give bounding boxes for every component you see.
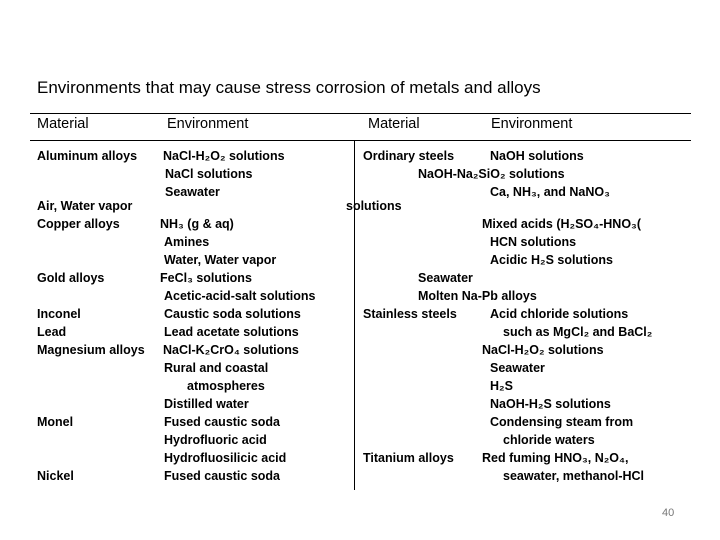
environment-cell: NaCl-K₂CrO₄ solutions	[163, 343, 299, 357]
environment-cell: NaOH-H₂S solutions	[490, 397, 611, 411]
material-cell: Magnesium alloys	[37, 343, 145, 357]
environment-cell: Seawater	[165, 185, 220, 199]
header-material-left: Material	[37, 116, 89, 132]
header-environment-left: Environment	[167, 116, 249, 132]
environment-cell: H₂S	[490, 379, 513, 393]
environment-cell: Lead acetate solutions	[164, 325, 299, 339]
environment-cell: NaCl-H₂O₂ solutions	[163, 149, 285, 163]
slide-title: Environments that may cause stress corrosion of metals and alloys	[37, 78, 541, 97]
header-bottom-rule	[30, 140, 691, 141]
page-number: 40	[662, 507, 675, 519]
environment-cell: Hydrofluoric acid	[164, 433, 267, 447]
environment-cell: Caustic soda solutions	[164, 307, 301, 321]
header-material-right: Material	[368, 116, 420, 132]
environment-cell: Hydrofluosilicic acid	[164, 451, 287, 465]
table-top-rule	[30, 113, 691, 114]
material-cell: Inconel	[37, 307, 81, 321]
environment-cell: NaOH-Na₂SiO₂ solutions	[418, 167, 565, 181]
material-cell: Air, Water vapor	[37, 199, 133, 213]
material-cell: Aluminum alloys	[37, 149, 138, 163]
material-cell: Monel	[37, 415, 74, 429]
material-cell: Copper alloys	[37, 217, 120, 231]
environment-cell: seawater, methanol-HCl	[503, 469, 645, 483]
material-cell: Gold alloys	[37, 271, 105, 285]
environment-cell: Fused caustic soda	[164, 415, 281, 429]
environment-cell: NaCl solutions	[165, 167, 253, 181]
environment-cell: Ca, NH₃, and NaNO₃	[490, 185, 610, 199]
environment-cell: Seawater	[490, 361, 545, 375]
environment-cell: Red fuming HNO₃, N₂O₄,	[482, 451, 629, 465]
environment-cell: Mixed acids (H₂SO₄-HNO₃(	[482, 217, 641, 231]
environment-cell: Rural and coastal	[164, 361, 269, 375]
environment-cell: HCN solutions	[490, 235, 577, 249]
environment-cell: NaCl-H₂O₂ solutions	[482, 343, 604, 357]
environment-cell: such as MgCl₂ and BaCl₂	[503, 325, 653, 339]
environment-cell: Molten Na-Pb alloys	[418, 289, 537, 303]
environment-cell: Distilled water	[164, 397, 249, 411]
environment-cell: FeCl₃ solutions	[160, 271, 252, 285]
environment-cell: atmospheres	[187, 379, 265, 393]
material-cell: Ordinary steels	[363, 149, 455, 163]
environment-cell: Acidic H₂S solutions	[490, 253, 613, 267]
environment-cell: NaOH solutions	[490, 149, 584, 163]
material-cell: Titanium alloys	[363, 451, 454, 465]
environment-cell: Acetic-acid-salt solutions	[164, 289, 316, 303]
environment-cell: Seawater	[418, 271, 473, 285]
environment-cell: Amines	[164, 235, 210, 249]
column-divider	[354, 140, 355, 490]
environment-cell: chloride waters	[503, 433, 595, 447]
environment-cell: NH₃ (g & aq)	[160, 217, 234, 231]
material-cell: Nickel	[37, 469, 74, 483]
environment-cell: Water, Water vapor	[164, 253, 277, 267]
header-environment-right: Environment	[491, 116, 573, 132]
material-cell: Lead	[37, 325, 67, 339]
environment-cell: Acid chloride solutions	[490, 307, 629, 321]
material-cell: Stainless steels	[363, 307, 457, 321]
environment-cell: Condensing steam from	[490, 415, 634, 429]
environment-cell: Fused caustic soda	[164, 469, 281, 483]
environment-cell: solutions	[346, 199, 402, 213]
